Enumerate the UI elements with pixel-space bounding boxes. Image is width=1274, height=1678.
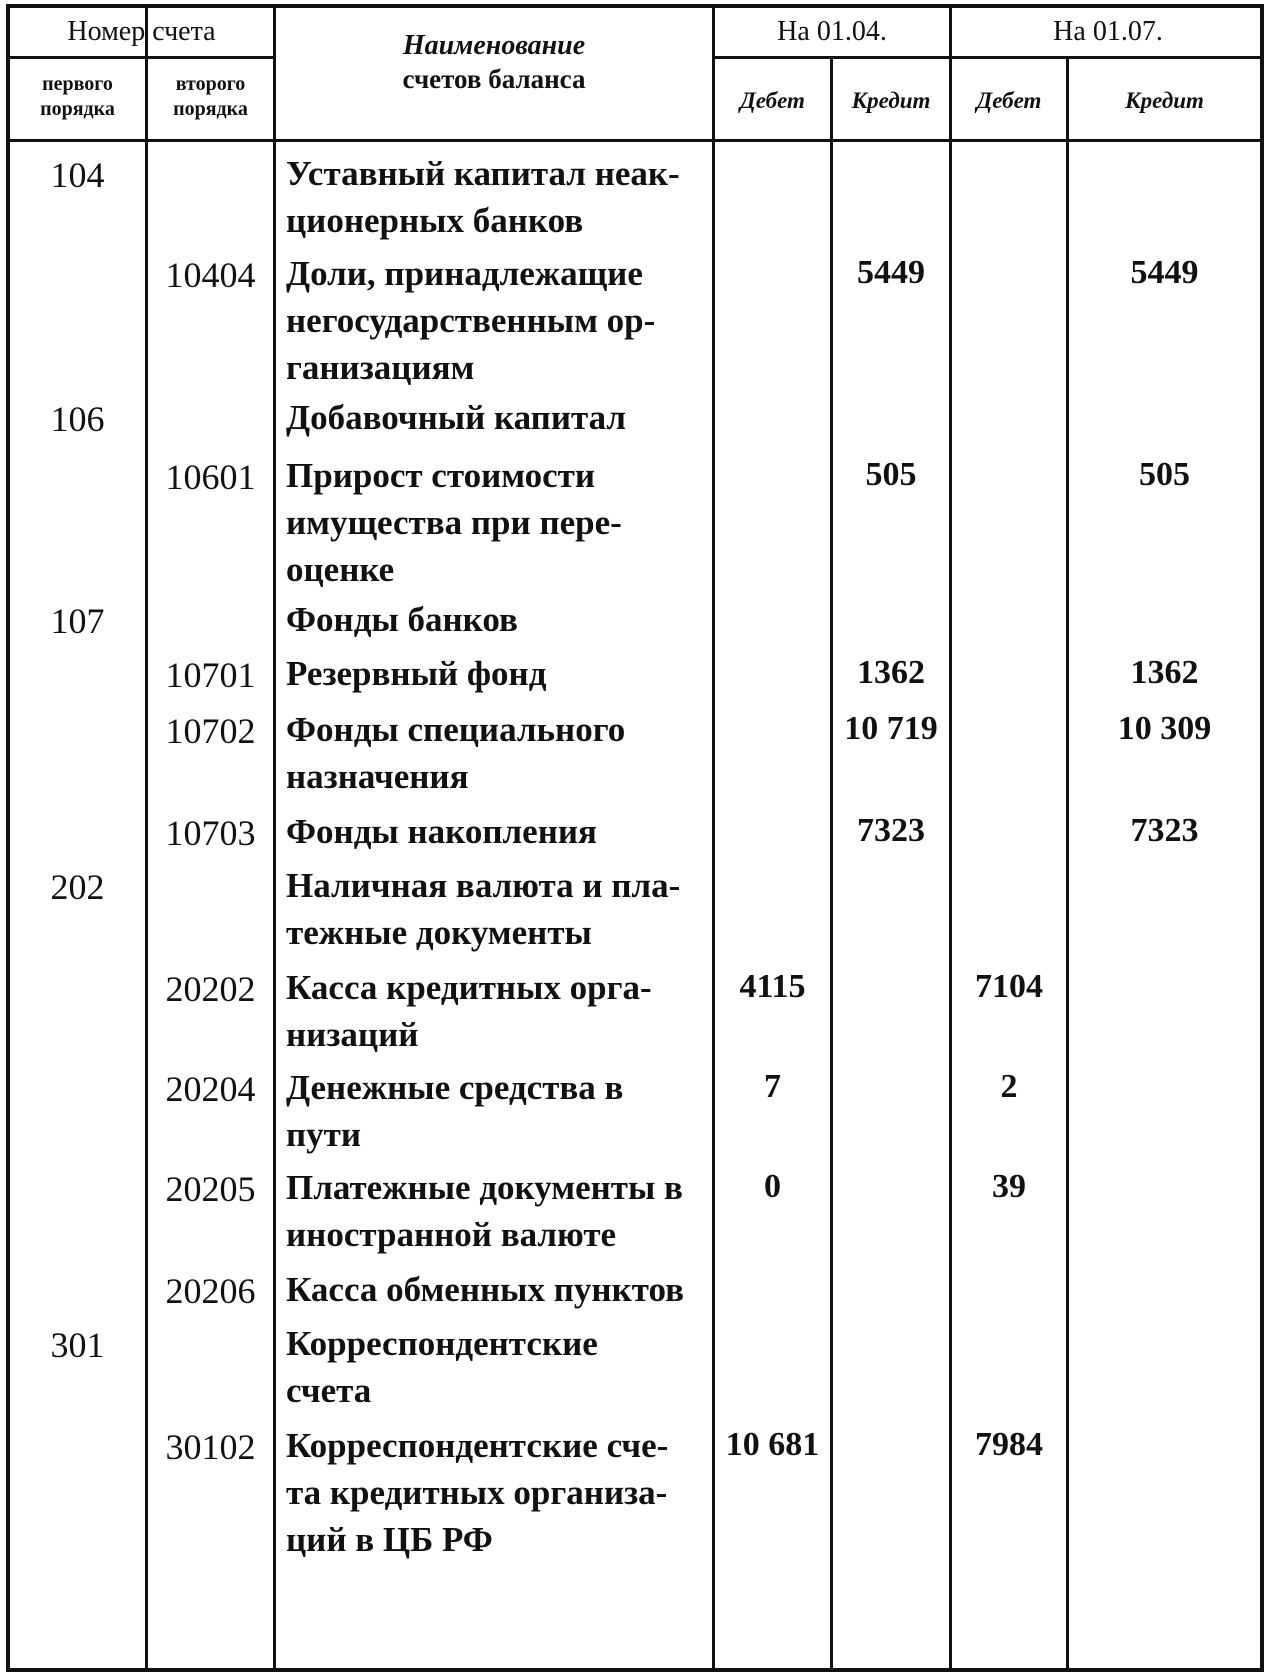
header-credit-2: Кредит — [1125, 88, 1204, 113]
balance-table — [6, 4, 1264, 1672]
header-date-2: На 01.07. — [1053, 16, 1163, 47]
debit-0104-value: 4115 — [739, 968, 806, 1005]
credit-0107-value: 1362 — [1130, 654, 1199, 691]
header-bottom-rule — [10, 139, 1260, 142]
credit-0104-value: 7323 — [857, 812, 925, 849]
debit-0107-value: 39 — [992, 1168, 1026, 1205]
col-divider — [712, 8, 715, 1668]
credit-0104-value: 10 719 — [844, 710, 938, 747]
account-code-first-order: 107 — [50, 601, 105, 641]
account-code-second-order: 10701 — [165, 655, 256, 695]
header-account-number: Номер счета — [67, 16, 216, 47]
account-name: Фонды накопления — [286, 812, 597, 851]
account-name: Корреспондентские счета — [286, 1324, 598, 1410]
header-second-order: второго порядка — [173, 73, 248, 120]
account-code-second-order: 10703 — [165, 813, 256, 853]
debit-0104-value: 0 — [764, 1168, 781, 1205]
debit-0107-value: 7984 — [975, 1426, 1043, 1463]
account-name: Добавочный капитал — [286, 398, 627, 437]
account-name: Денежные средства в пути — [286, 1068, 624, 1154]
debit-0107-value: 7104 — [975, 968, 1043, 1005]
debit-0104-value: 10 681 — [725, 1426, 820, 1463]
col-divider — [1066, 58, 1069, 1668]
col-divider — [273, 8, 276, 1668]
credit-0104-value: 505 — [865, 456, 917, 493]
account-name: Прирост стоимости имущества при пере- оценке — [286, 456, 622, 589]
credit-0107-value: 5449 — [1130, 254, 1199, 291]
account-name: Наличная валюта и пла- тежные документы — [286, 866, 681, 952]
account-code-second-order: 20204 — [165, 1069, 256, 1109]
account-code-second-order: 30102 — [165, 1427, 256, 1467]
account-name: Платежные документы в иностранной валюте — [286, 1168, 683, 1254]
account-code-second-order: 10601 — [165, 457, 256, 497]
header-first-order: первого порядка — [40, 73, 115, 120]
account-name: Уставный капитал неак- ционерных банков — [286, 154, 680, 240]
credit-0107-value: 505 — [1139, 456, 1190, 493]
credit-0104-value: 1362 — [857, 654, 925, 691]
account-name: Касса обменных пунктов — [286, 1270, 685, 1309]
credit-0104-value: 5449 — [857, 254, 925, 291]
account-code-first-order: 301 — [50, 1325, 105, 1365]
debit-0104-value: 7 — [764, 1068, 781, 1105]
header-debit-1: Дебет — [740, 88, 805, 113]
account-code-first-order: 202 — [50, 867, 105, 907]
account-name: Фонды банков — [286, 600, 518, 639]
account-code-first-order: 104 — [50, 155, 105, 195]
col-divider — [949, 8, 952, 1668]
header-debit-2: Дебет — [976, 88, 1042, 113]
account-code-second-order: 10404 — [165, 255, 256, 295]
account-name: Доли, принадлежащие негосударственным ор- ганизациям — [286, 254, 656, 387]
header-divider — [712, 56, 1260, 59]
account-code-first-order: 106 — [50, 399, 105, 439]
account-code-second-order: 10702 — [165, 711, 256, 751]
account-name: Корреспондентские сче- та кредитных организа- ций в ЦБ РФ — [286, 1426, 669, 1559]
account-code-second-order: 20205 — [165, 1169, 256, 1209]
debit-0107-value: 2 — [1000, 1068, 1018, 1105]
account-code-second-order: 20206 — [165, 1271, 256, 1311]
col-divider — [830, 58, 833, 1668]
credit-0107-value: 7323 — [1130, 812, 1199, 849]
account-name: Касса кредитных орга- низаций — [286, 968, 652, 1054]
account-name: Фонды специального назначения — [286, 710, 626, 796]
header-divider — [10, 56, 273, 59]
account-code-second-order: 20202 — [165, 969, 256, 1009]
header-credit-1: Кредит — [851, 88, 931, 113]
account-name: Резервный фонд — [286, 654, 547, 693]
header-name-title: Наименование — [402, 30, 586, 61]
credit-0107-value: 10 309 — [1117, 710, 1212, 747]
header-date-1: На 01.04. — [777, 16, 887, 47]
header-name-subtitle: счетов баланса — [402, 64, 586, 94]
